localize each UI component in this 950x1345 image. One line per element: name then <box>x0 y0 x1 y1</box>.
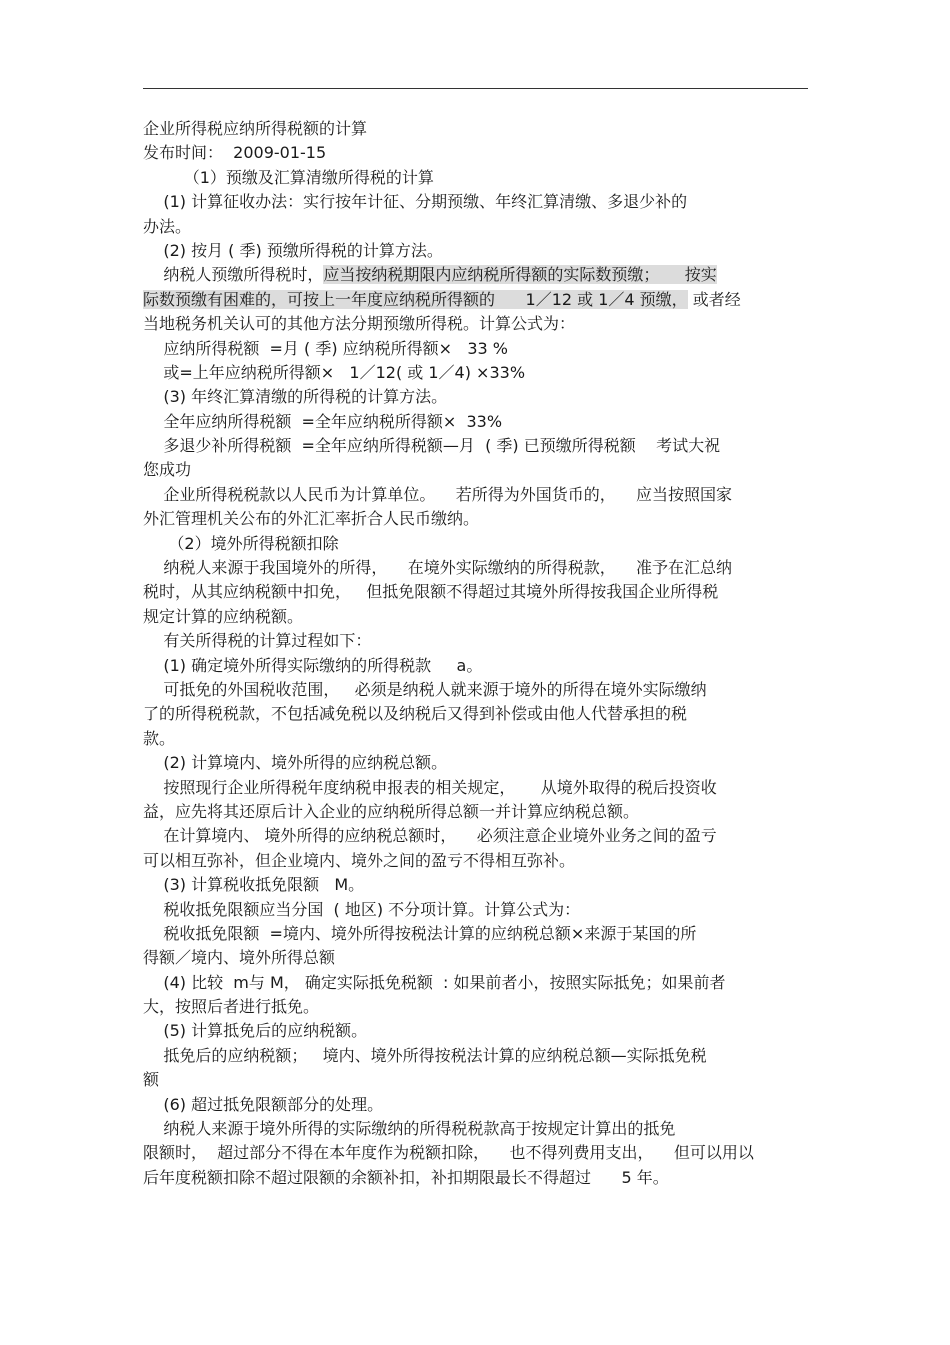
paragraph-line: 在计算境内、 境外所得的应纳税总额时， 必须注意企业境外业务之间的盈亏 <box>143 826 717 846</box>
formula-line: 全年应纳所得税额 =全年应纳税所得额× 33% <box>143 411 503 431</box>
paragraph-line: 外汇管理机关公布的外汇汇率折合人民币缴纳。 <box>143 509 480 529</box>
paragraph-line: 企业所得税税款以人民币为计算单位。 若所得为外国货币的， 应当按照国家 <box>143 484 733 504</box>
paragraph-line: 按照现行企业所得税年度纳税申报表的相关规定， 从境外取得的税后投资收 <box>143 777 717 797</box>
paragraph-line: 款。 <box>143 728 176 748</box>
document-body <box>143 117 808 1190</box>
paragraph-line: 规定计算的应纳税额。 <box>143 606 304 626</box>
paragraph-line <box>143 288 808 312</box>
paragraph-line: 可以相互弥补，但企业境内、境外之间的盈亏不得相互弥补。 <box>143 850 576 870</box>
formula-line: 额 <box>143 1070 160 1090</box>
text-run: 或者经 <box>687 289 741 309</box>
paragraph-line: 办法。 <box>143 216 192 236</box>
doc-title: 企业所得税应纳所得税额的计算 <box>143 119 368 138</box>
paragraph-line: 您成功 <box>143 460 192 480</box>
paragraph-line: 税时，从其应纳税额中扣免， 但抵免限额不得超过其境外所得按我国企业所得税 <box>143 582 719 602</box>
formula-line: 或=上年应纳税所得额× 1／12( 或 1／4) ×33% <box>143 362 526 382</box>
header-rule <box>143 88 808 89</box>
formula-line: 抵免后的应纳税额； 境内、境外所得按税法计算的应纳税总额—实际抵免税 <box>143 1045 707 1065</box>
publish-date: 发布时间： 2009-01-15 <box>143 143 327 163</box>
paragraph-line <box>143 263 808 287</box>
paragraph-line: (6) 超过抵免限额部分的处理。 <box>143 1094 384 1114</box>
paragraph-line: 当地税务机关认可的其他方法分期预缴所得税。计算公式为： <box>143 314 576 334</box>
formula-line: 应纳所得税额 =月 ( 季) 应纳税所得额× 33 % <box>143 338 508 358</box>
paragraph-line: (2) 按月 ( 季) 预缴所得税的计算方法。 <box>143 240 443 260</box>
formula-line: 多退少补所得税额 =全年应纳所得税额—月 ( 季) 已预缴所得税额 考试大祝 <box>143 436 721 456</box>
text-run: 纳税人预缴所得税时， <box>143 265 324 285</box>
paragraph-line: 后年度税额扣除不超过限额的余额补扣，补扣期限最长不得超过 5 年。 <box>143 1167 669 1187</box>
paragraph-line: (2) 计算境内、境外所得的应纳税总额。 <box>143 753 448 773</box>
paragraph-line: 纳税人来源于我国境外的所得， 在境外实际缴纳的所得税款， 准予在汇总纳 <box>143 558 733 578</box>
formula-line: 税收抵免限额 =境内、境外所得按税法计算的应纳税总额×来源于某国的所 <box>143 923 697 943</box>
paragraph-line: 大，按照后者进行抵免。 <box>143 997 320 1017</box>
paragraph-line: 税收抵免限额应当分国 ( 地区) 不分项计算。计算公式为： <box>143 899 581 919</box>
paragraph-line: (5) 计算抵免后的应纳税额。 <box>143 1021 368 1041</box>
paragraph-line: 可抵免的外国税收范围， 必须是纳税人就来源于境外的所得在境外实际缴纳 <box>143 679 707 699</box>
paragraph-line: 限额时， 超过部分不得在本年度作为税额扣除， 也不得列费用支出， 但可以用以 <box>143 1143 754 1163</box>
highlighted-text: 应当按纳税期限内应纳税所得额的实际数预缴； 按实 <box>323 265 717 285</box>
formula-line: 得额／境内、境外所得总额 <box>143 948 336 968</box>
paragraph-line: (4) 比较 m与 M， 确定实际抵免税额 : 如果前者小，按照实际抵免；如果前者 <box>143 972 726 992</box>
paragraph-line: 纳税人来源于境外所得的实际缴纳的所得税税款高于按规定计算出的抵免 <box>143 1119 676 1139</box>
paragraph-line: (1) 确定境外所得实际缴纳的所得税款 a。 <box>143 655 483 675</box>
paragraph-line: (1) 计算征收办法：实行按年计征、分期预缴、年终汇算清缴、多退少补的 <box>143 192 688 212</box>
paragraph-line: 有关所得税的计算过程如下： <box>143 631 372 651</box>
section-heading-1: （1）预缴及汇算清缴所得税的计算 <box>143 167 434 187</box>
paragraph-line: 益，应先将其还原后计入企业的应纳税所得总额一并计算应纳税总额。 <box>143 801 640 821</box>
paragraph-line: (3) 计算税收抵免限额 M。 <box>143 875 365 895</box>
paragraph-line: (3) 年终汇算清缴的所得税的计算方法。 <box>143 387 448 407</box>
paragraph-line: 了的所得税税款，不包括减免税以及纳税后又得到补偿或由他人代替承担的税 <box>143 704 688 724</box>
highlighted-text: 际数预缴有困难的，可按上一年度应纳税所得额的 1／12 或 1／4 预缴， <box>143 289 688 309</box>
section-heading-2: （2）境外所得税额扣除 <box>143 533 339 553</box>
